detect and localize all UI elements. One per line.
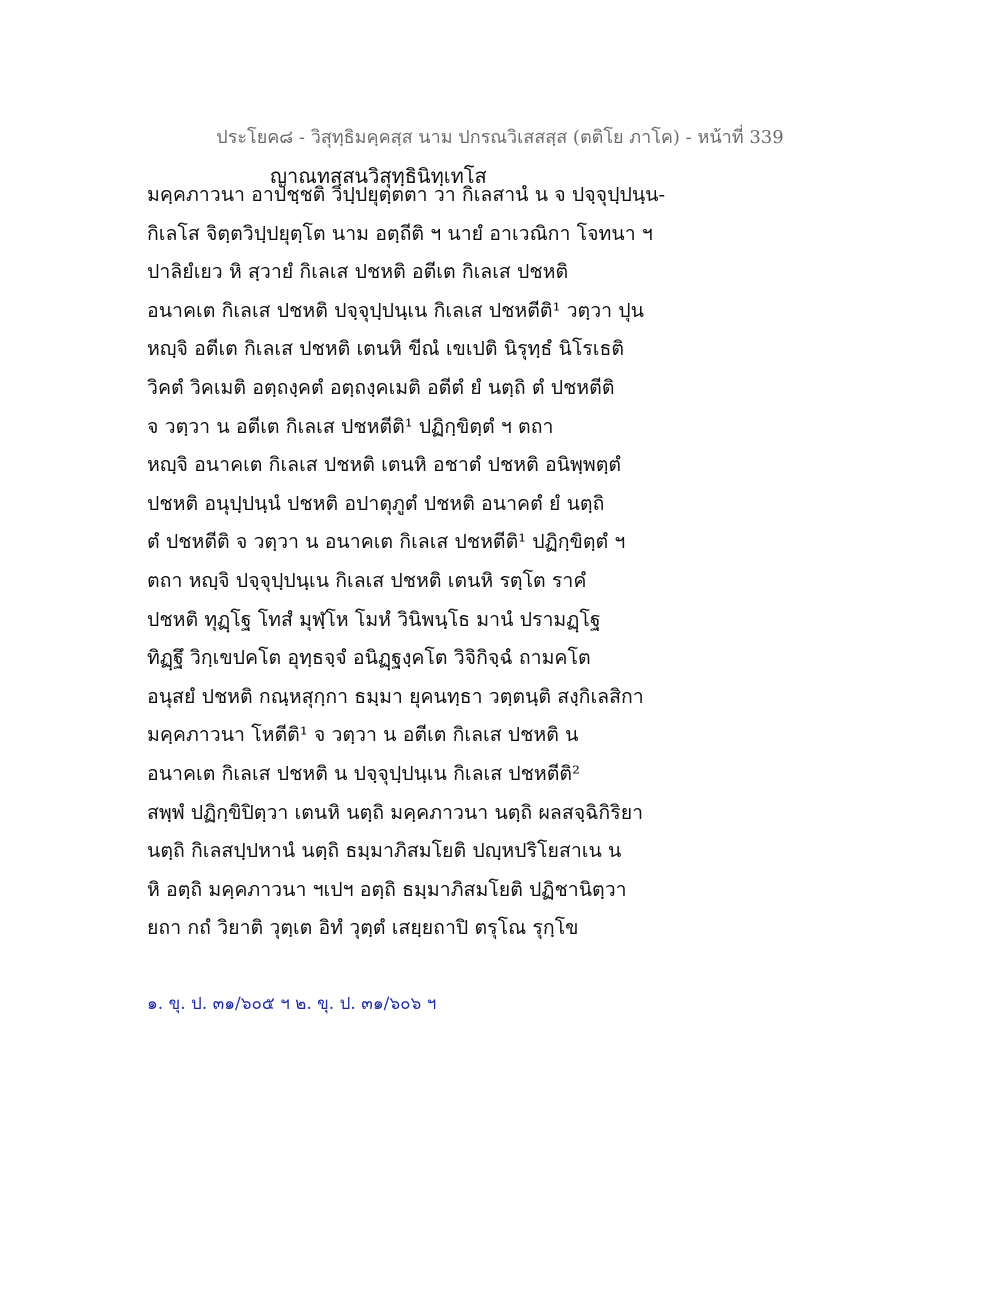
- footnotes: ๑. ขุ. ป. ๓๑/๖๐๕ ฯ ๒. ขุ. ป. ๓๑/๖๐๖ ฯ: [147, 994, 437, 1014]
- body-line: ปาลิยํเยว หิ สฺวายํ กิเลเส ปชหติ อตีเต กิเลเส ปชหติ: [147, 260, 569, 284]
- body-line: ตํ ปชหตีติ จ วตฺวา น อนาคเต กิเลเส ปชหตีติ¹ ปฏิกฺขิตฺตํ ฯ: [147, 530, 626, 554]
- body-line: ทิฏฺฐึ วิกฺเขปคโต อุทฺธจฺจํ อนิฏฺฐงฺคโต วิจิกิจฺฉํ ถามคโต: [147, 646, 591, 670]
- body-line: วิคตํ วิคเมติ อตฺถงฺคตํ อตฺถงฺคเมติ อตีตํ ยํ นตฺถิ ตํ ปชหตีติ: [147, 375, 615, 399]
- body-line: สพฺพํ ปฏิกฺขิปิตฺวา เตนหิ นตฺถิ มคฺคภาวนา นตฺถิ ผลสจฺฉิกิริยา: [147, 800, 644, 824]
- body-line: หญฺจิ อตีเต กิเลเส ปชหติ เตนหิ ขีณํ เขเปติ นิรุทฺธํ นิโรเธติ: [147, 337, 625, 361]
- body-line: กิเลโส จิตฺตวิปฺปยุตฺโต นาม อตฺถีติ ฯ นายํ อาเวณิกา โจทนา ฯ: [147, 221, 653, 245]
- body-line: อนาคเต กิเลเส ปชหติ ปจฺจุปฺปนฺเน กิเลเส ปชหตีติ¹ วตฺวา ปุน: [147, 298, 645, 322]
- body-line: หิ อตฺถิ มคฺคภาวนา ฯเปฯ อตฺถิ ธมฺมาภิสมโยติ ปฏิชานิตฺวา: [147, 877, 627, 901]
- body-line: ตถา หญฺจิ ปจฺจุปฺปนฺเน กิเลเส ปชหติ เตนหิ รตฺโต ราคํ: [147, 568, 587, 592]
- body-line: ปชหติ ทุฏฺโฐ โทสํ มุฬฺโห โมหํ วินิพนฺโธ มานํ ปรามฏฺโฐ: [147, 607, 601, 631]
- body-line: หญฺจิ อนาคเต กิเลเส ปชหติ เตนหิ อชาตํ ปชหติ อนิพฺพตฺตํ: [147, 453, 622, 477]
- body-line: จ วตฺวา น อตีเต กิเลเส ปชหตีติ¹ ปฏิกฺขิตฺตํ ฯ ตถา: [147, 414, 554, 438]
- body-line: ยถา กถํ วิยาติ วุตฺเต อิทํ วุตฺตํ เสยฺยถาปิ ตรุโณ รุกฺโข: [147, 916, 579, 940]
- body-line: มคฺคภาวนา อาปชฺชติ วิปฺปยุตฺตตา วา กิเลสานํ น จ ปจฺจุปฺปนฺน-: [147, 183, 666, 206]
- body-line: อนาคเต กิเลเส ปชหติ น ปจฺจุปฺปนฺเน กิเลเส ปชหตีติ²: [147, 761, 580, 785]
- section-title: ญาณทสฺสนวิสุทฺธินิทฺเทโส: [270, 164, 487, 188]
- running-header: ประโยค๘ - วิสุทฺธิมคฺคสฺส นาม ปกรณวิเสสสฺส (ตติโย ภาโค) - หน้าที่ 339: [216, 127, 784, 148]
- body-line: อนุสยํ ปชหติ กณฺหสุกฺกา ธมฺมา ยุคนทฺธา วตฺตนฺติ สงฺกิเลสิกา: [147, 684, 644, 708]
- body-text: [147, 176, 707, 948]
- body-line: ปชหติ อนุปฺปนฺนํ ปชหติ อปาตุภูตํ ปชหติ อนาคตํ ยํ นตฺถิ: [147, 491, 605, 515]
- body-line: นตฺถิ กิเลสปฺปหานํ นตฺถิ ธมฺมาภิสมโยติ ปญฺหปริโยสาเน น: [147, 839, 622, 863]
- body-line: มคฺคภาวนา โหตีติ¹ จ วตฺวา น อตีเต กิเลเส ปชหติ น: [147, 723, 579, 747]
